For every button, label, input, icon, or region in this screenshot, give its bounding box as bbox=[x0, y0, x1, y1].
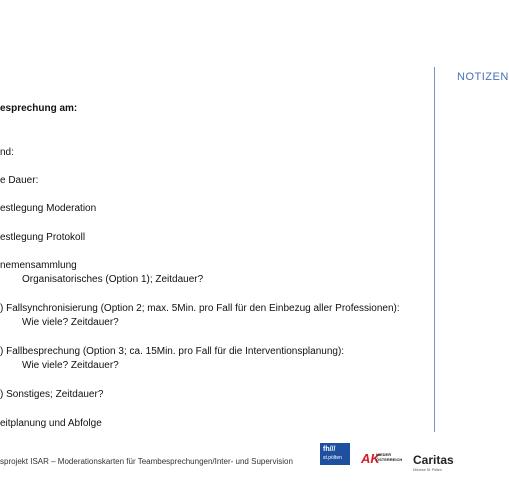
agenda-line-misc: ) Sonstiges; Zeitdauer? bbox=[0, 389, 104, 400]
caritas-logo-text: Caritas bbox=[413, 453, 454, 467]
agenda-line-option3: ) Fallbesprechung (Option 3; ca. 15Min. pro Fall für die Interventionsplanung): bbox=[0, 346, 345, 357]
caritas-logo-subtext: Diözese St. Pölten bbox=[413, 468, 442, 472]
agenda-heading: esprechung am: bbox=[0, 103, 78, 114]
agenda-line-protocol: estlegung Protokoll bbox=[0, 232, 86, 243]
agenda-line-duration: e Dauer: bbox=[0, 175, 39, 186]
agenda-line-topics: nemensammlung bbox=[0, 260, 77, 271]
notes-divider bbox=[434, 67, 435, 432]
agenda-line-date: nd: bbox=[0, 147, 14, 158]
agenda-line-option2-sub: Wie viele? Zeitdauer? bbox=[22, 317, 119, 328]
agenda-line-option3-sub: Wie viele? Zeitdauer? bbox=[22, 360, 119, 371]
fh-logo-text: fh/// bbox=[323, 446, 336, 453]
footer-text: sprojekt ISAR – Moderationskarten für Teambesprechungen/Inter- und Supervision bbox=[0, 457, 293, 466]
agenda-line-option2: ) Fallsynchronisierung (Option 2; max. 5Min. pro Fall für den Einbezug aller Professionen): bbox=[0, 303, 400, 314]
notes-label: NOTIZEN bbox=[457, 71, 509, 83]
agenda-line-moderation: estlegung Moderation bbox=[0, 203, 97, 214]
agenda-line-option1: Organisatorisches (Option 1); Zeitdauer? bbox=[22, 274, 204, 285]
fh-logo-subtext: st.pölten bbox=[323, 455, 342, 461]
caritas-logo bbox=[413, 451, 454, 472]
ak-logo-mark: AK bbox=[361, 451, 380, 466]
fh-logo bbox=[320, 443, 350, 465]
agenda-line-timeplan: eitplanung und Abfolge bbox=[0, 418, 102, 429]
ak-logo-text: NIEDER ÖSTERREICH bbox=[376, 452, 403, 462]
